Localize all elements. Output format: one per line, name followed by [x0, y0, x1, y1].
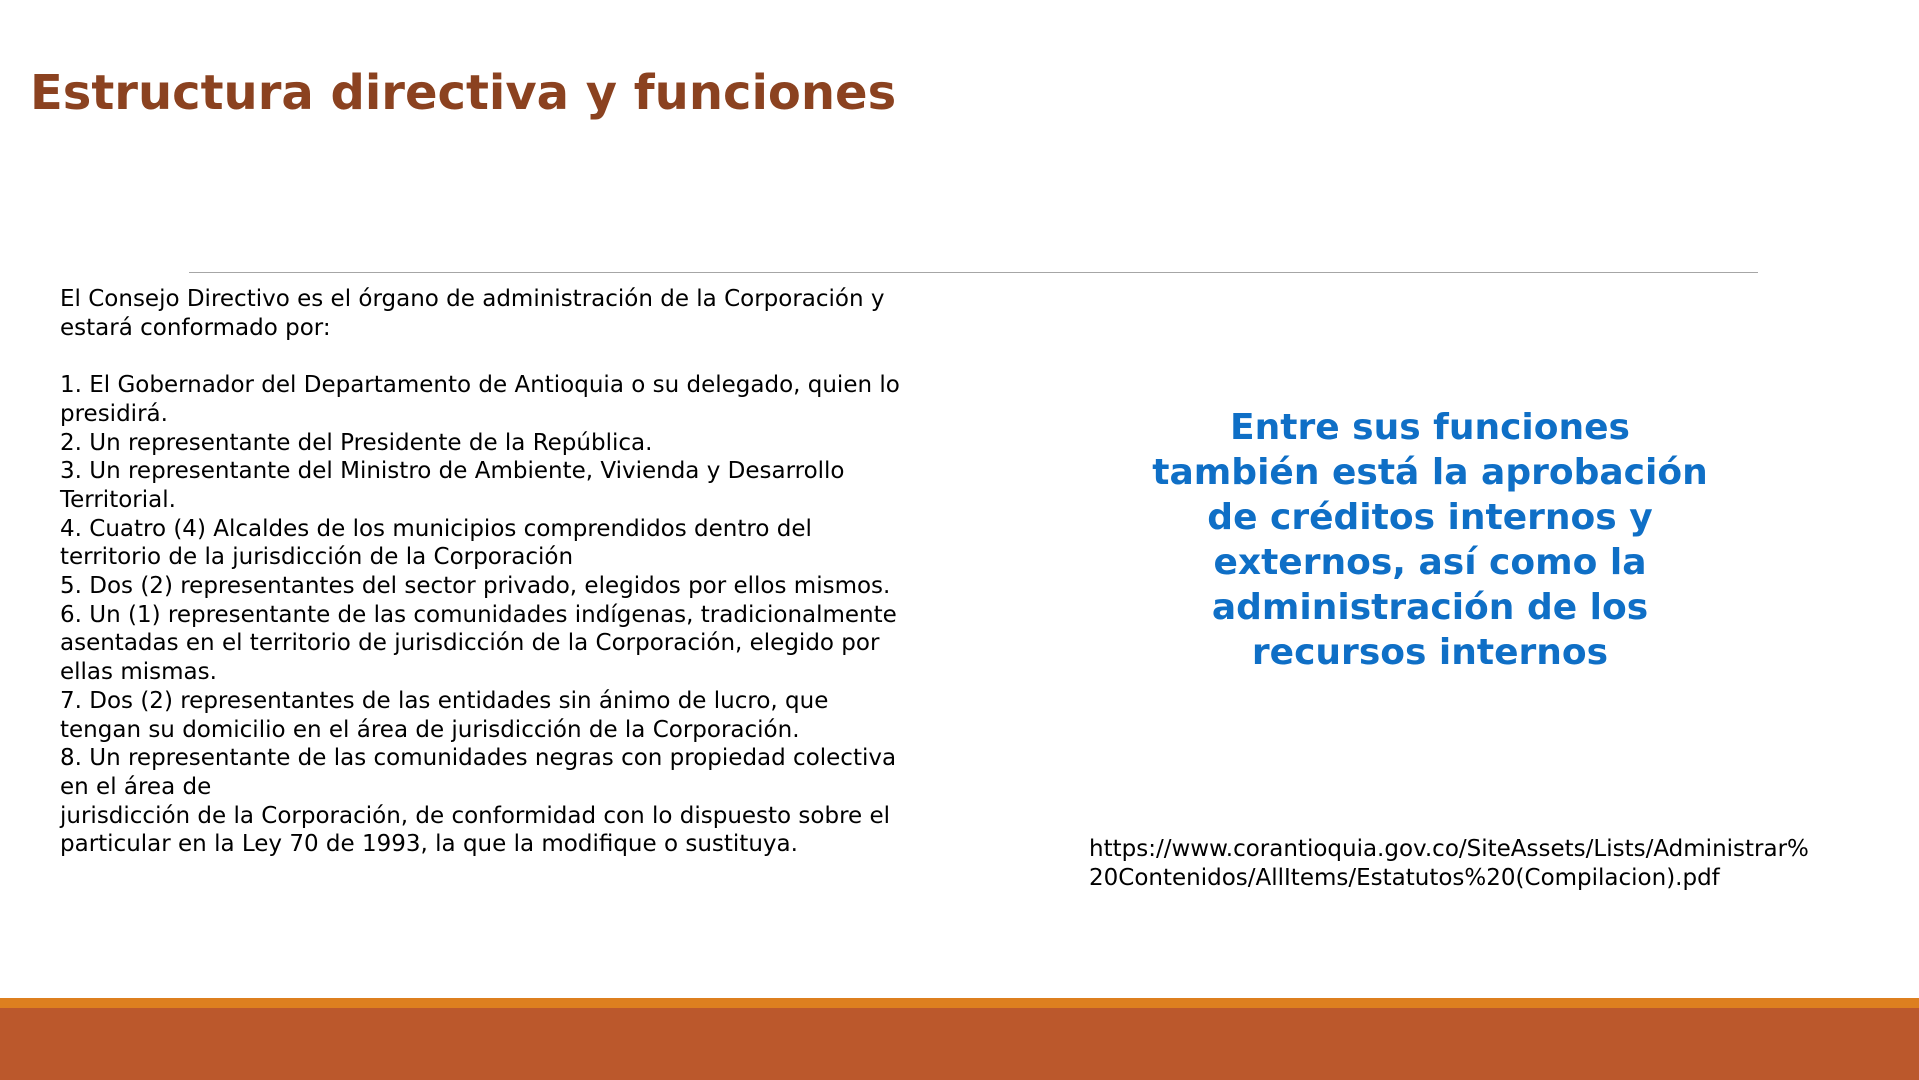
body-text-line: ellas mismas.: [60, 659, 217, 686]
body-text-line: 6. Un (1) representante de las comunidades indígenas, tradicionalmente: [60, 601, 897, 628]
body-text-line: 8. Un representante de las comunidades negras con propiedad colectiva: [60, 745, 897, 772]
body-text-blank-line: [60, 342, 960, 371]
body-text-line: Territorial.: [60, 486, 176, 513]
body-text-line: presidirá.: [60, 400, 168, 427]
callout-line: externos, así como la: [1213, 542, 1647, 583]
functions-callout: [1110, 405, 1750, 675]
footer-band: [0, 1008, 1919, 1080]
body-text-line: El Consejo Directivo es el órgano de administración de la Corporación y: [60, 286, 885, 312]
body-text-line: tengan su domicilio en el área de jurisdicción de la Corporación.: [60, 716, 800, 743]
body-text-line: 2. Un representante del Presidente de la República.: [60, 429, 653, 456]
source-url-line: 20Contenidos/AllItems/Estatutos%20(Compilacion).pdf: [1089, 865, 1720, 891]
body-text-line: estará conformado por:: [60, 314, 331, 341]
callout-line: administración de los: [1211, 587, 1649, 628]
body-text-line: 1. El Gobernador del Departamento de Antioquia o su delegado, quien lo: [60, 372, 900, 399]
title-divider: [189, 272, 1758, 273]
slide-title: Estructura directiva y funciones: [30, 65, 897, 121]
body-text-line: en el área de: [60, 773, 212, 800]
body-text-line: particular en la Ley 70 de 1993, la que la modifique o sustituya.: [60, 831, 798, 858]
body-text-line: asentadas en el territorio de jurisdicción de la Corporación, elegido por: [60, 630, 880, 657]
body-text-line: jurisdicción de la Corporación, de conformidad con lo dispuesto sobre el: [60, 802, 891, 829]
footer-accent-stripe: [0, 998, 1919, 1008]
body-text-box: [60, 285, 960, 859]
callout-line: recursos internos: [1251, 632, 1609, 673]
body-text-line: territorio de la jurisdicción de la Corporación: [60, 544, 574, 571]
source-url-line: https://www.corantioquia.gov.co/SiteAssets/Lists/Administrar%: [1089, 836, 1809, 862]
body-text-line: 5. Dos (2) representantes del sector privado, elegidos por ellos mismos.: [60, 573, 891, 600]
body-text-line: 4. Cuatro (4) Alcaldes de los municipios comprendidos dentro del: [60, 515, 812, 542]
callout-line: Entre sus funciones: [1230, 407, 1630, 448]
source-url-text: [1089, 835, 1809, 893]
callout-line: de créditos internos y: [1207, 497, 1653, 538]
body-text-line: 3. Un representante del Ministro de Ambiente, Vivienda y Desarrollo: [60, 458, 845, 485]
body-text-line: 7. Dos (2) representantes de las entidades sin ánimo de lucro, que: [60, 687, 829, 714]
callout-line: también está la aprobación: [1152, 452, 1708, 493]
